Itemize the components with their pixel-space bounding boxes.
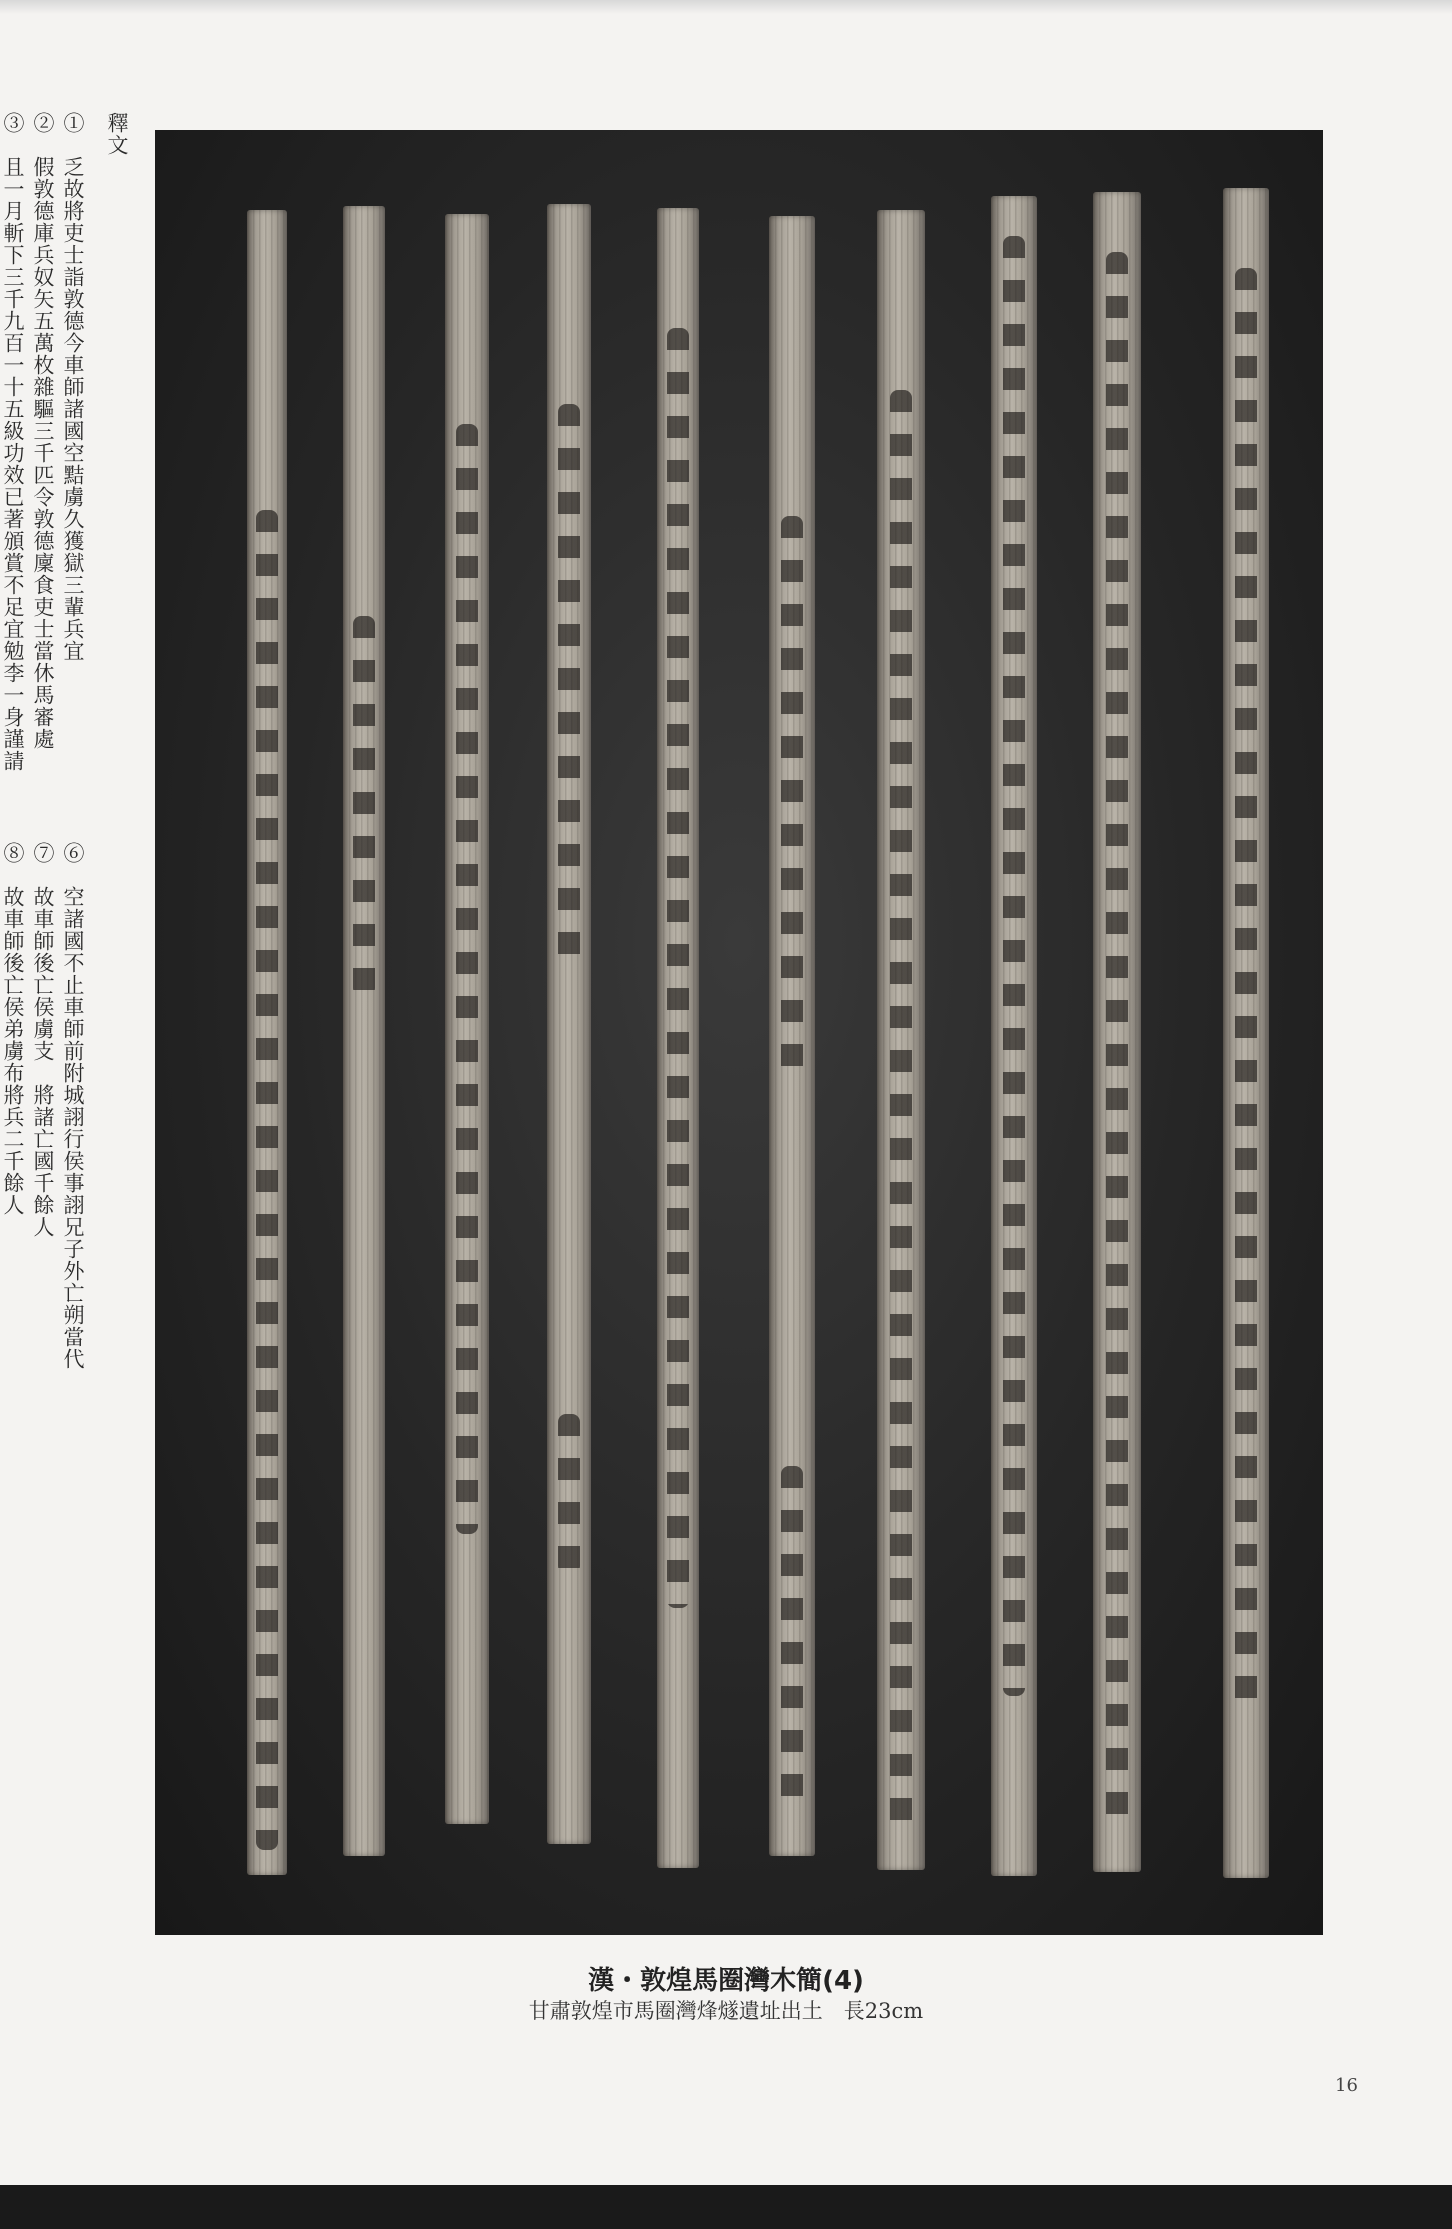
wooden-slips-photo [155, 130, 1323, 1935]
bottom-edge [0, 2185, 1452, 2229]
transcription-line-3: ③ 且一月斬下三千九百一十五級功效已著頒賞不足宜勉李一身謹請 [1, 112, 25, 772]
top-edge [0, 0, 1452, 14]
wooden-slip [991, 196, 1037, 1876]
transcription-line-2: ② 假敦德庫兵奴矢五萬枚雜驅三千匹令敦德廩食吏士當休馬審處 [31, 112, 55, 750]
wooden-slip [1093, 192, 1141, 1872]
caption-subtitle: 甘肅敦煌市馬圈灣烽燧遺址出土 長23cm [528, 1999, 924, 2023]
transcription-panel-lower [0, 842, 132, 1462]
transcription-line-8: ⑧ 故車師後亡侯弟虜布將兵二千餘人 [1, 842, 25, 1216]
wooden-slip [547, 204, 591, 1844]
wooden-slip [445, 214, 489, 1824]
wooden-slip [1223, 188, 1269, 1878]
wooden-slip [657, 208, 699, 1868]
caption-title: 漢・敦煌馬圈灣木簡(4) [588, 1966, 864, 1996]
wooden-slip [247, 210, 287, 1875]
wooden-slip [769, 216, 815, 1856]
transcription-line-1: ① 乏故將吏士詣敦德今車師諸國空黠虜久獲獄三輩兵宜 [61, 112, 85, 662]
wooden-slip [877, 210, 925, 1870]
transcription-heading: 釋文 [105, 112, 129, 156]
transcription-line-7: ⑦ 故車師後亡侯虜支 將諸亡國千餘人 [31, 842, 55, 1238]
page-number: 16 [1335, 2075, 1358, 2096]
transcription-line-6: ⑥ 空諸國不止車師前附城詡行侯事詡兄子外亡朔當代 [61, 842, 85, 1370]
wooden-slip [343, 206, 385, 1856]
